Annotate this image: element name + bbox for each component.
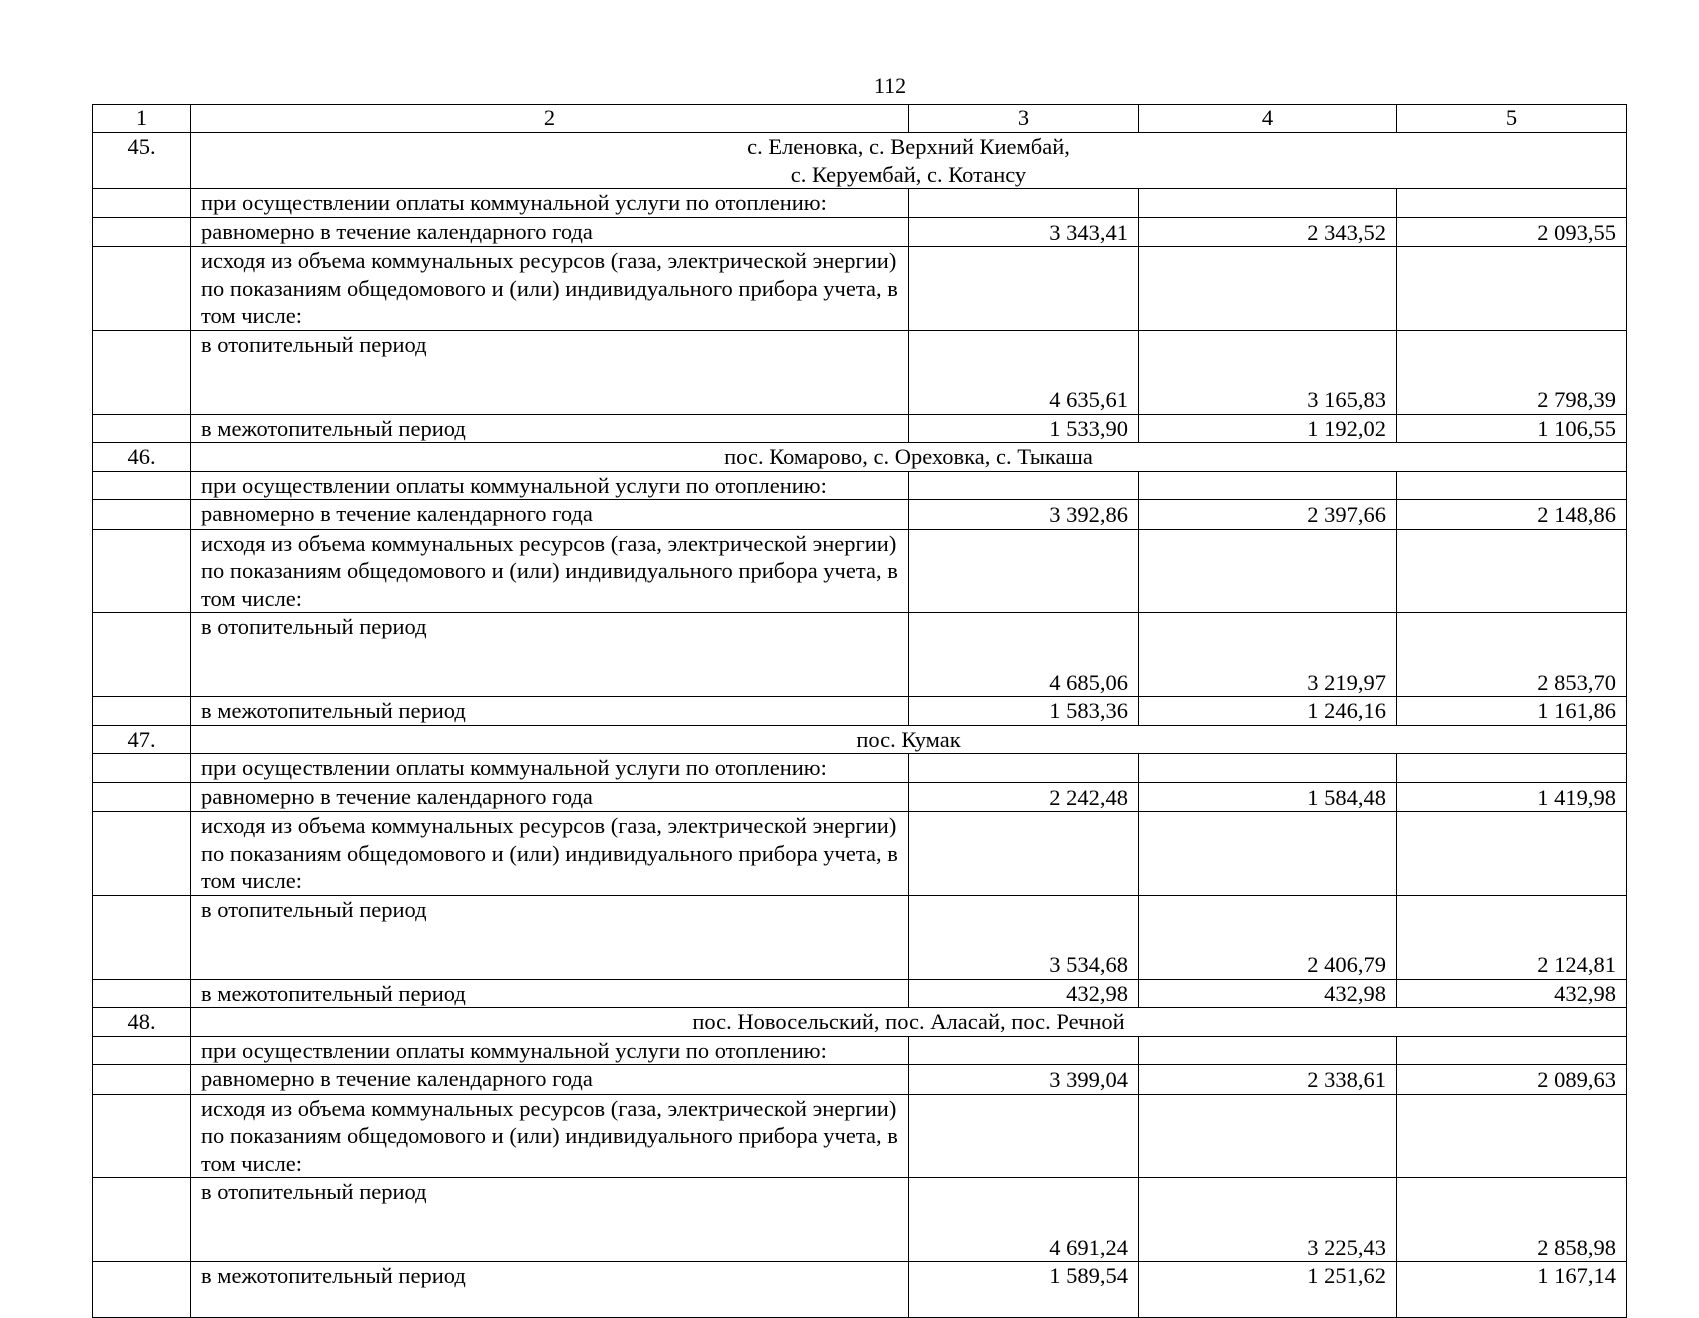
table-row	[93, 414, 1627, 443]
value-col5: 1 106,55	[1397, 414, 1627, 443]
table-row	[93, 754, 1627, 783]
column-header: 4	[1139, 105, 1397, 133]
number-cell	[93, 1262, 191, 1318]
number-cell	[93, 1036, 191, 1065]
value-col5: 1 167,14	[1397, 1262, 1627, 1318]
row-label: при осуществлении оплаты коммунальной услуги по отоплению:	[191, 189, 909, 218]
value-col3	[909, 1036, 1139, 1065]
value-col4	[1139, 529, 1397, 613]
value-col3: 4 691,24	[909, 1178, 1139, 1262]
value-col4	[1139, 471, 1397, 500]
number-cell	[93, 754, 191, 783]
group-number: 48.	[93, 1008, 191, 1037]
row-label: в отопительный период	[191, 330, 909, 414]
table-row	[93, 1094, 1627, 1178]
group-number: 45.	[93, 133, 191, 189]
value-col3	[909, 812, 1139, 896]
table-row	[93, 697, 1627, 726]
table-row	[93, 189, 1627, 218]
value-col5: 2 124,81	[1397, 895, 1627, 979]
group-header-row	[93, 1008, 1627, 1037]
number-cell	[93, 1065, 191, 1095]
value-col5: 432,98	[1397, 979, 1627, 1008]
number-cell	[93, 895, 191, 979]
value-col3: 1 589,54	[909, 1262, 1139, 1318]
value-col4: 2 406,79	[1139, 895, 1397, 979]
table-row	[93, 330, 1627, 414]
table-row	[93, 979, 1627, 1008]
number-cell	[93, 613, 191, 697]
number-cell	[93, 330, 191, 414]
value-col3: 4 635,61	[909, 330, 1139, 414]
number-cell	[93, 812, 191, 896]
number-cell	[93, 979, 191, 1008]
group-title-line: пос. Кумак	[856, 726, 961, 752]
value-col5: 2 858,98	[1397, 1178, 1627, 1262]
tariff-table	[92, 104, 1627, 1318]
value-col5	[1397, 529, 1627, 613]
value-col5	[1397, 1094, 1627, 1178]
value-col4: 1 192,02	[1139, 414, 1397, 443]
value-col5	[1397, 189, 1627, 218]
value-col3: 3 534,68	[909, 895, 1139, 979]
row-label: в отопительный период	[191, 895, 909, 979]
value-col4: 3 219,97	[1139, 613, 1397, 697]
row-label: равномерно в течение календарного года	[191, 1065, 909, 1095]
value-col5	[1397, 247, 1627, 331]
group-title-line: пос. Новосельский, пос. Аласай, пос. Речной	[692, 1009, 1125, 1034]
value-col4: 1 584,48	[1139, 782, 1397, 812]
row-label: в межотопительный период	[191, 414, 909, 443]
table-row	[93, 217, 1627, 247]
row-label: равномерно в течение календарного года	[191, 217, 909, 247]
row-label: исходя из объема коммунальных ресурсов (газа, электрической энергии) по показаниям общедомового и (или) индивидуального прибора учета, в том числе:	[191, 1094, 909, 1178]
value-col3	[909, 529, 1139, 613]
table-row	[93, 1178, 1627, 1262]
value-col3	[909, 189, 1139, 218]
row-label: в межотопительный период	[191, 1262, 909, 1318]
number-cell	[93, 189, 191, 218]
value-col5	[1397, 812, 1627, 896]
row-label: равномерно в течение календарного года	[191, 782, 909, 812]
value-col4: 432,98	[1139, 979, 1397, 1008]
number-cell	[93, 1094, 191, 1178]
row-label: в межотопительный период	[191, 697, 909, 726]
table-row	[93, 1262, 1627, 1318]
value-col3	[909, 471, 1139, 500]
value-col5: 1 419,98	[1397, 782, 1627, 812]
row-label: при осуществлении оплаты коммунальной услуги по отоплению:	[191, 471, 909, 500]
table-row	[93, 1065, 1627, 1095]
row-label: в межотопительный период	[191, 979, 909, 1008]
column-header-row	[93, 105, 1627, 133]
value-col3: 3 343,41	[909, 217, 1139, 247]
value-col4: 2 338,61	[1139, 1065, 1397, 1095]
value-col5: 2 093,55	[1397, 217, 1627, 247]
value-col5: 1 161,86	[1397, 697, 1627, 726]
value-col3: 3 392,86	[909, 500, 1139, 530]
row-label: исходя из объема коммунальных ресурсов (газа, электрической энергии) по показаниям общедомового и (или) индивидуального прибора учета, в том числе:	[191, 529, 909, 613]
value-col5: 2 089,63	[1397, 1065, 1627, 1095]
value-col4: 1 246,16	[1139, 697, 1397, 726]
number-cell	[93, 500, 191, 530]
value-col4	[1139, 754, 1397, 783]
value-col3: 4 685,06	[909, 613, 1139, 697]
page-number: 112	[873, 73, 907, 98]
value-col3: 2 242,48	[909, 782, 1139, 812]
group-title-line: с. Керуембай, с. Котансу	[790, 161, 1027, 187]
value-col4: 2 397,66	[1139, 500, 1397, 530]
number-cell	[93, 529, 191, 613]
row-label: при осуществлении оплаты коммунальной услуги по отоплению:	[191, 1036, 909, 1065]
column-header: 2	[191, 105, 909, 133]
column-header: 1	[93, 105, 191, 133]
row-label: при осуществлении оплаты коммунальной услуги по отоплению:	[191, 754, 909, 783]
group-header-row	[93, 133, 1627, 189]
value-col4	[1139, 1094, 1397, 1178]
value-col5: 2 148,86	[1397, 500, 1627, 530]
value-col3	[909, 1094, 1139, 1178]
group-header-row	[93, 725, 1627, 754]
group-number: 46.	[93, 443, 191, 472]
value-col4: 1 251,62	[1139, 1262, 1397, 1318]
column-header: 5	[1397, 105, 1627, 133]
number-cell	[93, 697, 191, 726]
value-col4: 3 225,43	[1139, 1178, 1397, 1262]
group-title	[191, 443, 1627, 472]
row-label: в отопительный период	[191, 1178, 909, 1262]
value-col3: 1 583,36	[909, 697, 1139, 726]
value-col4	[1139, 812, 1397, 896]
number-cell	[93, 1178, 191, 1262]
table-row	[93, 529, 1627, 613]
table-row	[93, 471, 1627, 500]
value-col4	[1139, 247, 1397, 331]
value-col5	[1397, 471, 1627, 500]
value-col5	[1397, 1036, 1627, 1065]
value-col3: 432,98	[909, 979, 1139, 1008]
number-cell	[93, 217, 191, 247]
value-col3: 3 399,04	[909, 1065, 1139, 1095]
table-row	[93, 782, 1627, 812]
table-row	[93, 247, 1627, 331]
number-cell	[93, 471, 191, 500]
row-label: в отопительный период	[191, 613, 909, 697]
group-title	[191, 133, 1627, 189]
group-title-line: пос. Комарово, с. Ореховка, с. Тыкаша	[724, 444, 1093, 469]
row-label: исходя из объема коммунальных ресурсов (газа, электрической энергии) по показаниям общедомового и (или) индивидуального прибора учета, в том числе:	[191, 812, 909, 896]
table-row	[93, 1036, 1627, 1065]
group-title-line: с. Еленовка, с. Верхний Киембай,	[747, 134, 1070, 159]
value-col3: 1 533,90	[909, 414, 1139, 443]
group-number: 47.	[93, 725, 191, 754]
value-col4	[1139, 1036, 1397, 1065]
group-header-row	[93, 443, 1627, 472]
table-row	[93, 895, 1627, 979]
row-label: исходя из объема коммунальных ресурсов (газа, электрической энергии) по показаниям общедомового и (или) индивидуального прибора учета, в том числе:	[191, 247, 909, 331]
value-col4: 3 165,83	[1139, 330, 1397, 414]
row-label: равномерно в течение календарного года	[191, 500, 909, 530]
table-body	[93, 105, 1627, 1318]
value-col4	[1139, 189, 1397, 218]
value-col3	[909, 247, 1139, 331]
value-col5: 2 853,70	[1397, 613, 1627, 697]
table-row	[93, 500, 1627, 530]
group-title	[191, 725, 1627, 754]
value-col3	[909, 754, 1139, 783]
table-row	[93, 613, 1627, 697]
number-cell	[93, 782, 191, 812]
group-title	[191, 1008, 1627, 1037]
number-cell	[93, 414, 191, 443]
table-row	[93, 812, 1627, 896]
value-col5	[1397, 754, 1627, 783]
column-header: 3	[909, 105, 1139, 133]
number-cell	[93, 247, 191, 331]
value-col4: 2 343,52	[1139, 217, 1397, 247]
value-col5: 2 798,39	[1397, 330, 1627, 414]
